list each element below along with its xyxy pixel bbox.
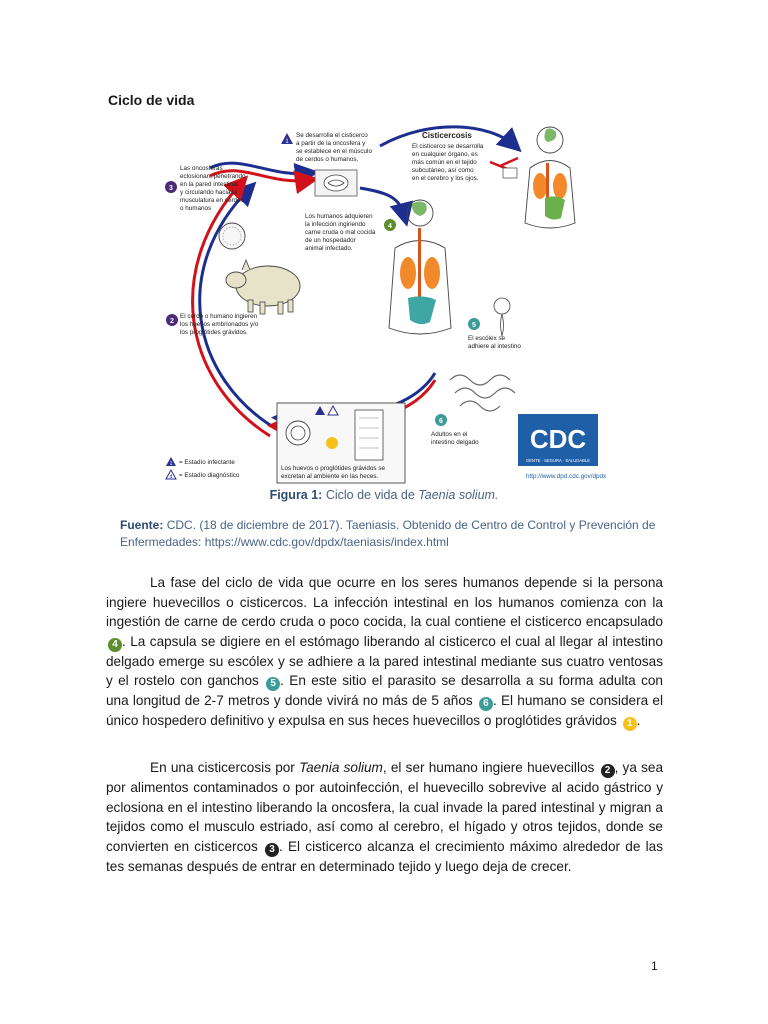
page-number: 1	[651, 959, 658, 973]
svg-text:Los humanos adquieren la: Los humanos adquieren la infección ingiriendo carne cruda o mal cocida de un hospedador animal infectado.	[305, 213, 376, 252]
human-body-center	[389, 200, 451, 334]
svg-text:= Estadío diagnóstico: = Estadío diagnóstico	[179, 472, 240, 479]
svg-text:El cerdo o humano ingieren: El cerdo o humano ingieren los huevos embrionados y/o los proglótides grávidos.	[180, 313, 259, 336]
figure-source: Fuente: CDC. (18 de diciembre de 2017). Taeniasis. Obtenido de Centro de Control y Prevención de Enfermedades: https://www.cdc.gov/dpdx/taeniasis/index.html	[120, 518, 656, 549]
cysticercosis-label	[412, 131, 485, 182]
svg-text:2: 2	[170, 318, 174, 325]
svg-text:Los huevos o proglótides grávi: Los huevos o proglótides grávidos se excretan al ambiente en las heces.	[281, 465, 385, 480]
marker-6: 6	[479, 697, 493, 711]
svg-text:El cisticerco se desarrolla: El cisticerco se desarrolla en cualquier órgano, es más común en el tejido subcutáneo, así como en el cerebro y los ojos.	[412, 143, 484, 182]
step-2-label	[166, 313, 260, 336]
svg-text:Cisticercosis: Cisticercosis	[422, 131, 472, 140]
step-1-label	[281, 132, 374, 163]
cdc-logo	[518, 414, 607, 480]
figure-caption: Figura 1: Ciclo de vida de Taenia solium.	[269, 488, 499, 502]
oncosphere-image	[219, 223, 245, 249]
svg-text:6: 6	[439, 418, 443, 425]
marker-1: 1	[623, 717, 637, 731]
human-body-upper	[490, 127, 575, 228]
pig-image	[226, 260, 300, 314]
marker-5: 5	[266, 677, 280, 691]
marker-4: 4	[108, 638, 122, 652]
cdc-url: http://www.dpd.cdc.gov/dpdx	[526, 473, 607, 480]
svg-text:Adultos en el intestino: Adultos en el intestino delgado	[431, 431, 479, 446]
step-5-label	[468, 318, 521, 350]
cysticercus-muscle-image	[315, 170, 357, 196]
life-cycle-figure	[150, 118, 620, 488]
svg-text:Las oncosferas eclosiona: Las oncosferas eclosionan, penetrando en la pared intestinal y circulando hacia la musculatura en cerdos o humanos	[180, 165, 246, 212]
step-4-label	[305, 213, 396, 252]
eggs-proglottids-box	[277, 403, 405, 483]
marker-2: 2	[601, 764, 615, 778]
svg-text:CDC: CDC	[529, 424, 587, 454]
legend	[166, 457, 240, 480]
scolex-image	[494, 298, 510, 336]
svg-text:5: 5	[472, 322, 476, 329]
svg-text:3: 3	[169, 185, 173, 192]
step-6-label	[431, 414, 479, 446]
svg-text:El escólex se adhiere al: El escólex se adhiere al intestino	[468, 335, 521, 350]
adult-worm-image	[450, 375, 515, 411]
svg-text:1: 1	[169, 461, 173, 467]
svg-text:GENTE · SEGURA · SALUDABLE: GENTE · SEGURA · SALUDABLE	[526, 458, 590, 463]
paragraph-1: La fase del ciclo de vida que ocurre en los seres humanos depende si la persona ingiere huevecillos o cisticercos. La infección intestinal en los humanos comienza con la ingestión de carne de cerdo cruda o poco cocida, la cual contiene el cisticerco encapsulado 4 . La capsula se digiere en el estómago liberando al cisticerco el cual al llegar al intestino delgado emerge su escólex y se adhiere a la pared intestinal mediante sus cuatro ventosas y el rostelo con ganchos 5 . En este sitio el parasito se desarrolla a su forma adulta con una longitud de 2-7 metros y donde vivirá no más de 5 años 6 . El humano se considera el único hospedero definitivo y expulsa en sus heces huevecillos o proglótides grávidos 1 .	[106, 575, 663, 729]
step-1-number: 1	[285, 139, 289, 145]
paragraph-2: En una cisticercosis por Taenia solium, el ser humano ingiere huevecillos 2 , ya sea por alimentos contaminados o por autoinfección, el huevecillo sobrevive al acido gástrico y eclosiona en el intestino liberando la oncosfera, la cual invade la pared intestinal y migran a tejidos como el musculo estriado, así como al cerebro, el hígado y otros tejidos, donde se convierten en cisticercos 3 . El cisticerco alcanza el crecimiento máximo alrededor de las tes semanas después de entrar en determinado tejido y luego deja de crecer.	[106, 760, 664, 874]
section-heading: Ciclo de vida	[108, 92, 195, 108]
svg-text:= Estadío infectante: = Estadío infectante	[179, 459, 235, 466]
svg-text:d: d	[169, 474, 173, 480]
step-1-text: Se desarrolla el cisticerco a partir de la oncosfera y se establece en el músculo de cerdos o humanos.	[296, 132, 372, 163]
marker-3: 3	[265, 843, 279, 857]
svg-text:4: 4	[388, 223, 392, 230]
